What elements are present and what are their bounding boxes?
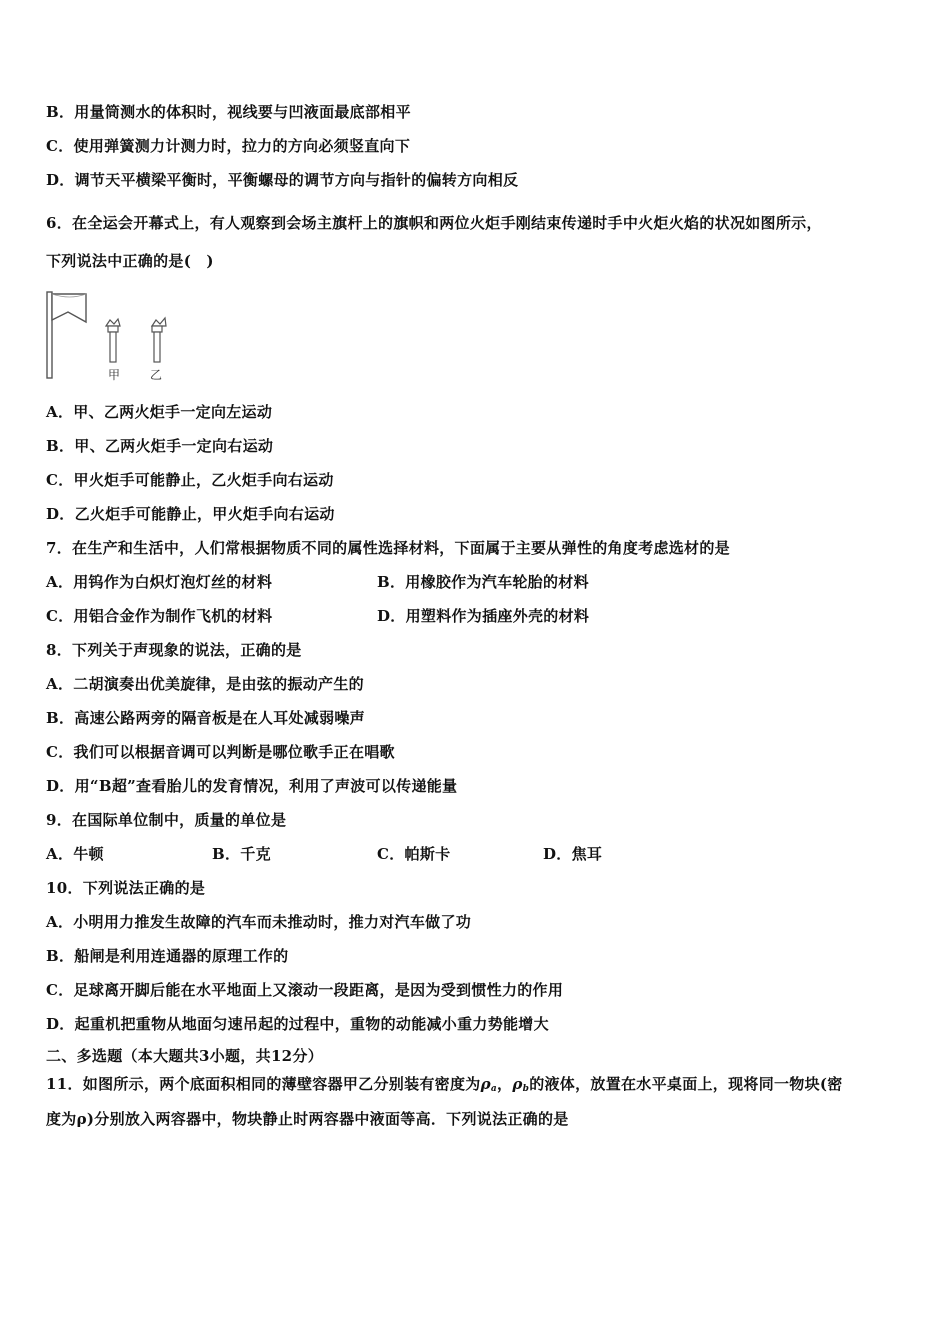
q7-option-b: B．用橡胶作为汽车轮胎的材料 [377, 573, 589, 591]
q11-comma: ， [497, 1075, 513, 1093]
torch-yi-shape [152, 318, 166, 362]
q6-option-a: A．甲、乙两火炬手一定向左运动 [46, 403, 273, 421]
q8-option-d: D．用“B超”查看胎儿的发育情况，利用了声波可以传递能量 [46, 777, 458, 795]
q10-option-c: C．足球离开脚后能在水平地面上又滚动一段距离，是因为受到惯性力的作用 [46, 981, 564, 999]
q6-option-c: C．甲火炬手可能静止，乙火炬手向右运动 [46, 471, 334, 489]
torch-label-jia: 甲 [108, 368, 121, 382]
q10-option-b: B．船闸是利用连通器的原理工作的 [46, 947, 289, 965]
rho-subscript-a: a [490, 1084, 497, 1094]
q6-option-b: B．甲、乙两火炬手一定向右运动 [46, 437, 274, 455]
rho-subscript-b: b [522, 1084, 530, 1094]
q10-option-a: A．小明用力推发生故障的汽车而未推动时，推力对汽车做了功 [46, 913, 472, 931]
q7-option-a: A．用钨作为白炽灯泡灯丝的材料 [46, 573, 273, 591]
q8-option-b: B．高速公路两旁的隔音板是在人耳处减弱噪声 [46, 709, 365, 727]
section-heading-multiple-choice: 二、多选题（本大题共3小题，共12分） [46, 1047, 324, 1065]
q10-stem: 10．下列说法正确的是 [46, 879, 206, 897]
q6-option-d: D．乙火炬手可能静止，甲火炬手向右运动 [46, 505, 335, 523]
q7-option-c: C．用铝合金作为制作飞机的材料 [46, 607, 273, 625]
q6-stem-line1: 6．在全运会开幕式上，有人观察到会场主旗杆上的旗帜和两位火炬手刚结束传递时手中火炬火焰的状况如图所示， [46, 214, 822, 232]
q8-stem: 8．下列关于声现象的说法，正确的是 [46, 641, 302, 659]
q11-stem-line2: 度为ρ)分别放入两容器中，物块静止时两容器中液面等高．下列说法正确的是 [46, 1110, 569, 1128]
q5-option-d: D．调节天平横梁平衡时，平衡螺母的调节方向与指针的偏转方向相反 [46, 171, 519, 189]
q9-stem: 9．在国际单位制中，质量的单位是 [46, 811, 287, 829]
flagpole-shape [47, 292, 52, 378]
q9-option-d: D．焦耳 [543, 845, 603, 863]
q11-text-part2: 的液体，放置在水平桌面上，现将同一物块(密 [529, 1075, 843, 1093]
q11-stem-line1 [46, 1074, 843, 1099]
q7-stem: 7．在生产和生活中，人们常根据物质不同的属性选择材料，下面属于主要从弹性的角度考虑选材的是 [46, 539, 730, 557]
q10-option-d: D．起重机把重物从地面匀速吊起的过程中，重物的动能减小重力势能增大 [46, 1015, 549, 1033]
q8-option-a: A．二胡演奏出优美旋律，是由弦的振动产生的 [46, 675, 364, 693]
q11-text-part1: 11．如图所示，两个底面积相同的薄壁容器甲乙分别装有密度为 [46, 1075, 481, 1093]
rho-symbol-a: ρ [480, 1075, 491, 1093]
q5-option-c: C．使用弹簧测力计测力时，拉力的方向必须竖直向下 [46, 137, 411, 155]
q7-option-d: D．用塑料作为插座外壳的材料 [377, 607, 590, 625]
q5-option-b: B．用量筒测水的体积时，视线要与凹液面最底部相平 [46, 103, 411, 121]
q9-option-c: C．帕斯卡 [377, 845, 451, 863]
torch-jia-shape [106, 319, 120, 362]
flag-shape [52, 294, 86, 322]
rho-symbol-b: ρ [512, 1075, 523, 1093]
torch-label-yi: 乙 [150, 368, 163, 382]
q9-option-a: A．牛顿 [46, 845, 104, 863]
flag-and-torches-diagram [44, 290, 174, 385]
q9-option-b: B．千克 [212, 845, 271, 863]
q8-option-c: C．我们可以根据音调可以判断是哪位歌手正在唱歌 [46, 743, 395, 761]
q6-figure-flag-torches [44, 290, 174, 385]
q6-stem-line2: 下列说法中正确的是( ) [46, 252, 214, 270]
